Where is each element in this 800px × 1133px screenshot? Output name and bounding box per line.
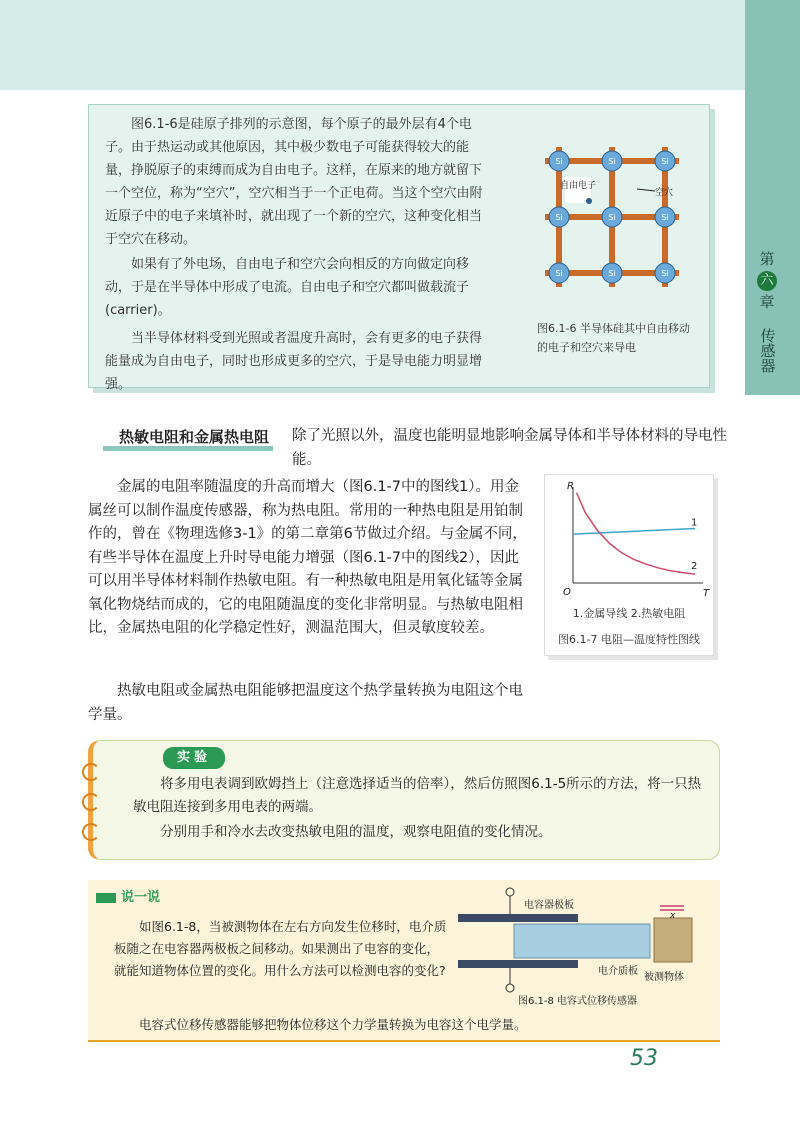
object-label: 被测物体 bbox=[644, 972, 684, 983]
resistance-temperature-chart bbox=[544, 474, 714, 656]
experiment-paragraph-2: 分别用手和冷水去改变热敏电阻的温度，观察电阻值的变化情况。 bbox=[160, 824, 552, 840]
free-electron-label: 自由电子 bbox=[559, 181, 597, 191]
capacitive-sensor-figure bbox=[458, 884, 708, 1010]
box-paragraph-1: 图6.1-6是硅原子排列的示意图，每个原子的最外层有4个电子。由于热运动或其他原因，其中极少数电子可能获得较大的能量，挣脱原子的束缚而成为自由电子。这样，在原来的地方就留下一个空位，称为“空穴”，空穴相当于一个正电荷。当这个空穴由附近原子中的电子来填补时，就出现了一个新的空穴，这种变化相当于空穴在移动。 bbox=[105, 117, 483, 247]
series-label-1: 1 bbox=[691, 517, 698, 529]
si-label: Si bbox=[555, 157, 563, 166]
silicon-lattice-figure bbox=[537, 141, 687, 293]
capacitor-plate-top bbox=[458, 914, 578, 922]
series-label-2: 2 bbox=[691, 561, 698, 573]
discussion-paragraph-1: 如图6.1-8，当被测物体在左右方向发生位移时，电介质板随之在电容器两极板之间移动。如果测出了电容的变化，就能知道物体位置的变化。用什么方法可以检测电容的变化? bbox=[114, 919, 447, 978]
series-line-1 bbox=[573, 528, 695, 534]
y-axis-label: R bbox=[567, 481, 574, 492]
figure-6-1-6-caption: 图6.1-6 半导体硅其中自由移动的电子和空穴来导电 bbox=[537, 322, 690, 354]
section-title bbox=[103, 426, 273, 447]
experiment-tag: 实验 bbox=[163, 747, 225, 769]
series-layer bbox=[573, 493, 697, 574]
figure-6-1-8-caption: 图6.1-8 电容式位移传感器 bbox=[518, 996, 638, 1007]
chapter-title bbox=[747, 328, 787, 378]
chart-svg bbox=[545, 475, 713, 603]
terminal-bottom bbox=[506, 984, 514, 992]
binder-ring bbox=[82, 763, 100, 781]
si-label: Si bbox=[661, 157, 669, 166]
section-paragraph-1: 金属的电阻率随温度的升高而增大（图6.1-7中的图线1）。用金属丝可以制作温度传感器，称为热电阻。常用的一种热电阻是用铂制作的，曾在《物理选修3-1》的第二章第6节做过介绍。与金属不同，有些半导体在温度上升时导电能力增强（图6.1-7中的图线2），因此可以用半导体材料制作热敏电阻。有一种热敏电阻是用氧化锰等金属氧化物烧结而成的，它的电阻随温度的变化非常明显。与热敏电阻相比，金属热电阻的化学稳定性好，测温范围大，但灵敏度较差。 bbox=[88, 479, 527, 636]
chapter-tab-top: 第 bbox=[759, 250, 775, 268]
discussion-box bbox=[88, 880, 720, 1042]
chapter-tab bbox=[747, 250, 787, 378]
discussion-paragraph-2: 电容式位移传感器能够把物体位移这个力学量转换为电容这个电学量。 bbox=[139, 1017, 527, 1032]
hole-label: 空穴 bbox=[655, 188, 674, 198]
binder-ring bbox=[82, 793, 100, 811]
section-title-text: 热敏电阻和金属热电阻 bbox=[103, 428, 273, 451]
dielectric-plate bbox=[514, 924, 650, 958]
origin-label: O bbox=[563, 587, 571, 598]
top-band bbox=[0, 0, 745, 90]
arrow-icon bbox=[96, 893, 116, 903]
x-label: x bbox=[670, 911, 676, 921]
si-label: Si bbox=[608, 213, 616, 222]
chapter-title-text: 传感器 bbox=[758, 328, 777, 373]
chapter-tab-mid: 章 bbox=[759, 293, 775, 311]
si-label: Si bbox=[608, 157, 616, 166]
experiment-box bbox=[88, 740, 720, 860]
box-paragraph-3: 当半导体材料受到光照或者温度升高时，会有更多的电子获得能量成为自由电子，同时也形成更多的空穴，于是导电能力明显增强。 bbox=[105, 331, 483, 392]
page-number: 53 bbox=[630, 1046, 658, 1071]
terminal-top bbox=[506, 888, 514, 896]
svg-text:自由电子 bbox=[560, 179, 596, 191]
section-paragraph-2: 热敏电阻或金属热电阻能够把温度这个热学量转换为电阻这个电学量。 bbox=[88, 683, 523, 723]
hole-arrow bbox=[637, 189, 655, 191]
semiconductor-info-box bbox=[88, 104, 710, 392]
x-axis-label: T bbox=[703, 588, 710, 599]
si-label: Si bbox=[608, 269, 616, 278]
si-label: Si bbox=[661, 213, 669, 222]
box-paragraph-2: 如果有了外电场，自由电子和空穴会向相反的方向做定向移动，于是在半导体中形成了电流。自由电子和空穴都叫做载流子(carrier)。 bbox=[105, 257, 470, 318]
dielectric-label: 电介质板 bbox=[598, 966, 638, 977]
experiment-paragraph-1: 将多用电表调到欧姆挡上（注意选择适当的倍率），然后仿照图6.1-5所示的方法，将一只热敏电阻连接到多用电表的两端。 bbox=[133, 776, 702, 815]
si-label: Si bbox=[661, 269, 669, 278]
section-intro bbox=[292, 425, 732, 472]
si-label: Si bbox=[555, 269, 563, 278]
chart-caption: 图6.1-7 电阻—温度特性图线 bbox=[558, 633, 700, 646]
si-label: Si bbox=[555, 213, 563, 222]
free-electron-dot bbox=[586, 198, 592, 204]
chapter-number: 六 bbox=[757, 271, 777, 291]
measured-object bbox=[654, 918, 692, 962]
chart-legend: 1.金属导线 2.热敏电阻 bbox=[572, 607, 686, 620]
binder-ring bbox=[82, 823, 100, 841]
capacitor-plate-bottom bbox=[458, 960, 578, 968]
section-intro-text: 除了光照以外，温度也能明显地影响金属导体和半导体材料的导电性能。 bbox=[292, 428, 727, 468]
discussion-tag bbox=[96, 886, 160, 905]
discussion-tag-text: 说一说 bbox=[121, 890, 161, 905]
plate-label: 电容器极板 bbox=[524, 900, 574, 911]
